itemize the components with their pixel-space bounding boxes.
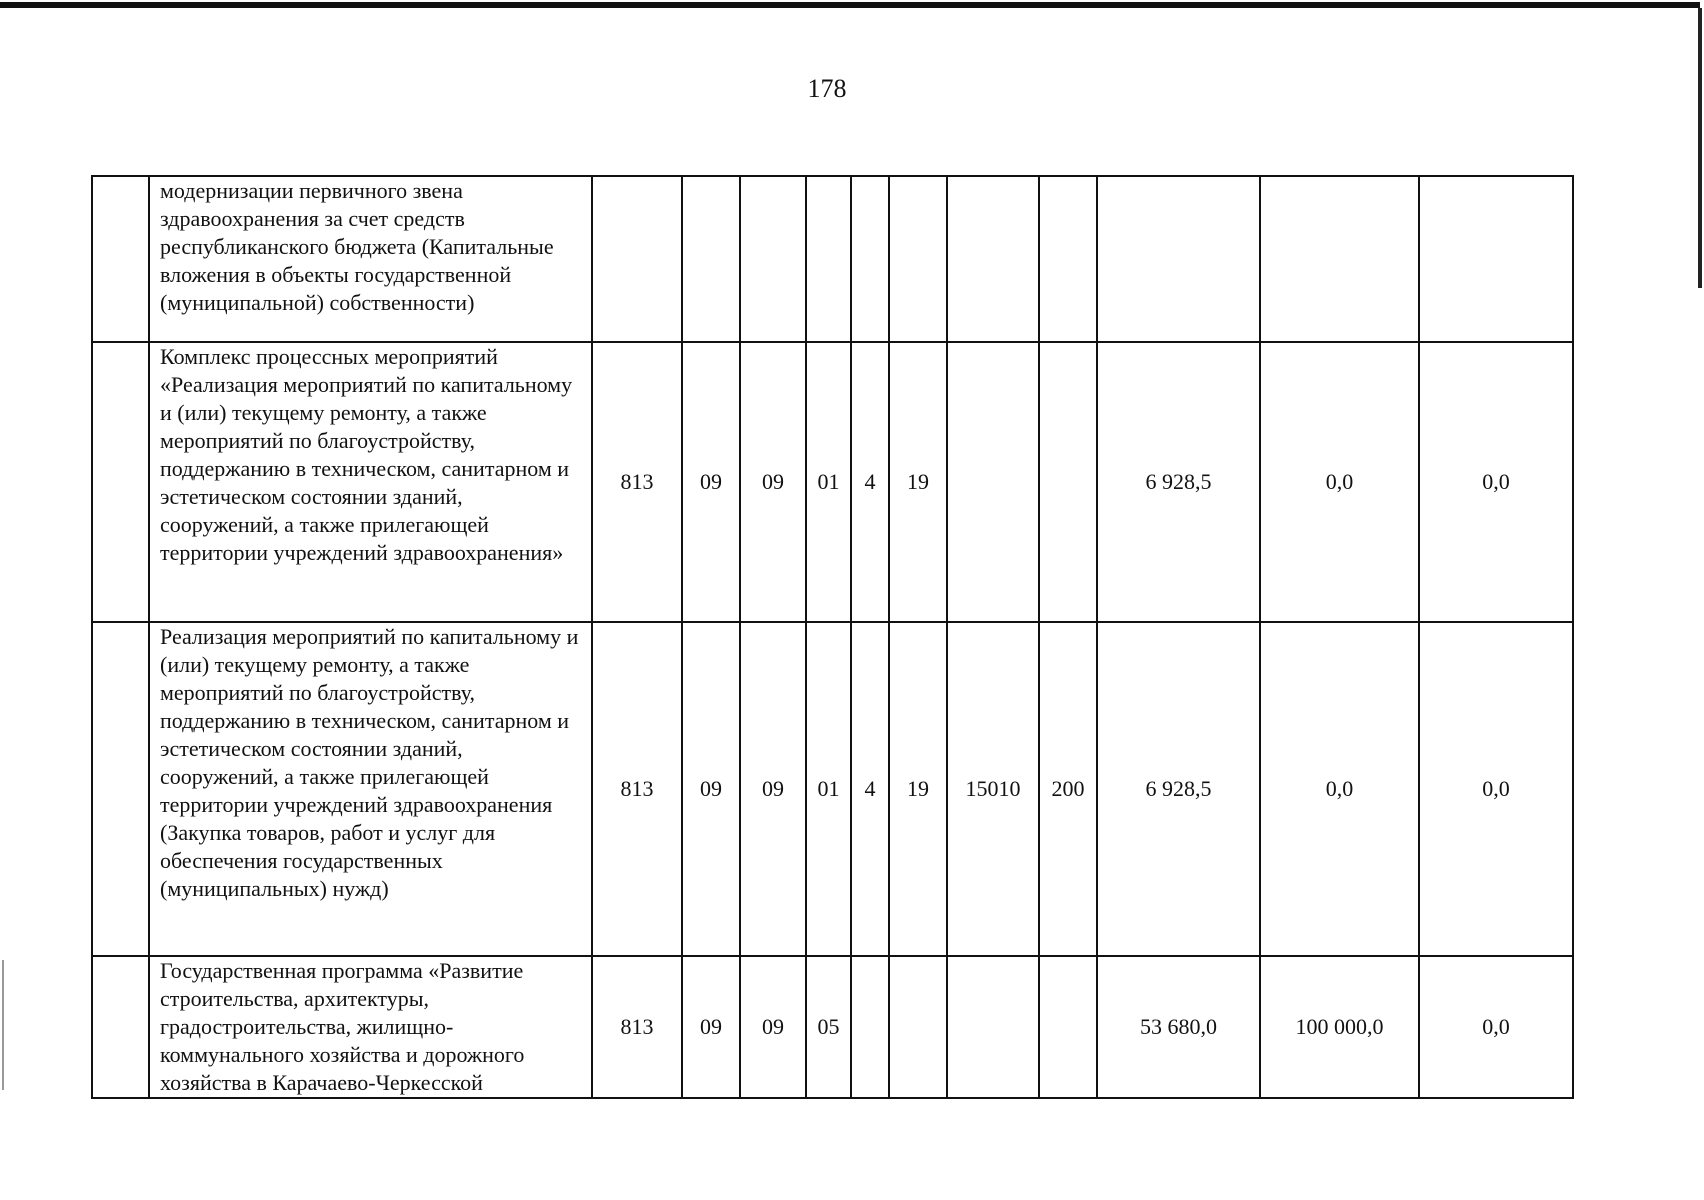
section-code-cell bbox=[682, 176, 740, 342]
subprogram-code-cell bbox=[851, 956, 889, 1098]
amount-year2-cell: 0,0 bbox=[1260, 622, 1419, 956]
expense-type-cell: 200 bbox=[1039, 622, 1097, 956]
row-number-cell bbox=[92, 176, 149, 342]
amount-year3-cell: 0,0 bbox=[1419, 956, 1573, 1098]
direction-code-cell bbox=[947, 176, 1039, 342]
amount-year1-cell bbox=[1097, 176, 1260, 342]
description-cell: Комплекс процессных мероприятий «Реализация мероприятий по капитальному и (или) текущему ремонту, а также мероприятий по благоустройству, поддержанию в техническом, санитарном и эстетическом состоянии зданий, сооружений, а также прилегающей территории учреждений здравоохранения» bbox=[149, 342, 592, 622]
subsection-code-cell bbox=[740, 176, 806, 342]
activity-code-cell: 19 bbox=[889, 622, 947, 956]
table-row bbox=[92, 176, 1573, 342]
ministry-code-cell: 813 bbox=[592, 956, 682, 1098]
activity-code-cell bbox=[889, 956, 947, 1098]
program-code-cell: 01 bbox=[806, 622, 851, 956]
subprogram-code-cell bbox=[851, 176, 889, 342]
table-row bbox=[92, 342, 1573, 622]
budget-table bbox=[91, 175, 1574, 1099]
section-code-cell: 09 bbox=[682, 622, 740, 956]
table-row bbox=[92, 622, 1573, 956]
row-number-cell bbox=[92, 622, 149, 956]
ministry-code-cell: 813 bbox=[592, 622, 682, 956]
ministry-code-cell: 813 bbox=[592, 342, 682, 622]
row-number-cell bbox=[92, 342, 149, 622]
direction-code-cell bbox=[947, 956, 1039, 1098]
subsection-code-cell: 09 bbox=[740, 342, 806, 622]
expense-type-cell bbox=[1039, 342, 1097, 622]
description-cell: Реализация мероприятий по капитальному и (или) текущему ремонту, а также мероприятий по благоустройству, поддержанию в техническом, санитарном и эстетическом состоянии зданий, сооружений, а также прилегающей территории учреждений здравоохранения (Закупка товаров, работ и услуг для обеспечения государственных (муниципальных) нужд) bbox=[149, 622, 592, 956]
amount-year2-cell: 100 000,0 bbox=[1260, 956, 1419, 1098]
section-code-cell: 09 bbox=[682, 342, 740, 622]
program-code-cell: 01 bbox=[806, 342, 851, 622]
description-cell: модернизации первичного звена здравоохранения за счет средств республиканского бюджета (Капитальные вложения в объекты государственной (муниципальной) собственности) bbox=[149, 176, 592, 342]
program-code-cell: 05 bbox=[806, 956, 851, 1098]
amount-year1-cell: 6 928,5 bbox=[1097, 342, 1260, 622]
amount-year1-cell: 53 680,0 bbox=[1097, 956, 1260, 1098]
subsection-code-cell: 09 bbox=[740, 622, 806, 956]
page-number: 178 bbox=[807, 74, 847, 103]
expense-type-cell bbox=[1039, 176, 1097, 342]
amount-year2-cell bbox=[1260, 176, 1419, 342]
top-border-line bbox=[0, 2, 1700, 8]
table-row bbox=[92, 956, 1573, 1098]
amount-year2-cell: 0,0 bbox=[1260, 342, 1419, 622]
subprogram-code-cell: 4 bbox=[851, 622, 889, 956]
amount-year3-cell: 0,0 bbox=[1419, 622, 1573, 956]
activity-code-cell: 19 bbox=[889, 342, 947, 622]
amount-year1-cell: 6 928,5 bbox=[1097, 622, 1260, 956]
row-number-cell bbox=[92, 956, 149, 1098]
amount-year3-cell: 0,0 bbox=[1419, 342, 1573, 622]
activity-code-cell bbox=[889, 176, 947, 342]
section-code-cell: 09 bbox=[682, 956, 740, 1098]
subprogram-code-cell: 4 bbox=[851, 342, 889, 622]
amount-year3-cell bbox=[1419, 176, 1573, 342]
right-edge-mark bbox=[1698, 8, 1702, 288]
ministry-code-cell bbox=[592, 176, 682, 342]
direction-code-cell: 15010 bbox=[947, 622, 1039, 956]
direction-code-cell bbox=[947, 342, 1039, 622]
left-edge-mark bbox=[2, 960, 4, 1090]
expense-type-cell bbox=[1039, 956, 1097, 1098]
description-cell: Государственная программа «Развитие строительства, архитектуры, градостроительства, жилищно-коммунального хозяйства и дорожного хозяйства в Карачаево-Черкесской bbox=[149, 956, 592, 1098]
subsection-code-cell: 09 bbox=[740, 956, 806, 1098]
program-code-cell bbox=[806, 176, 851, 342]
